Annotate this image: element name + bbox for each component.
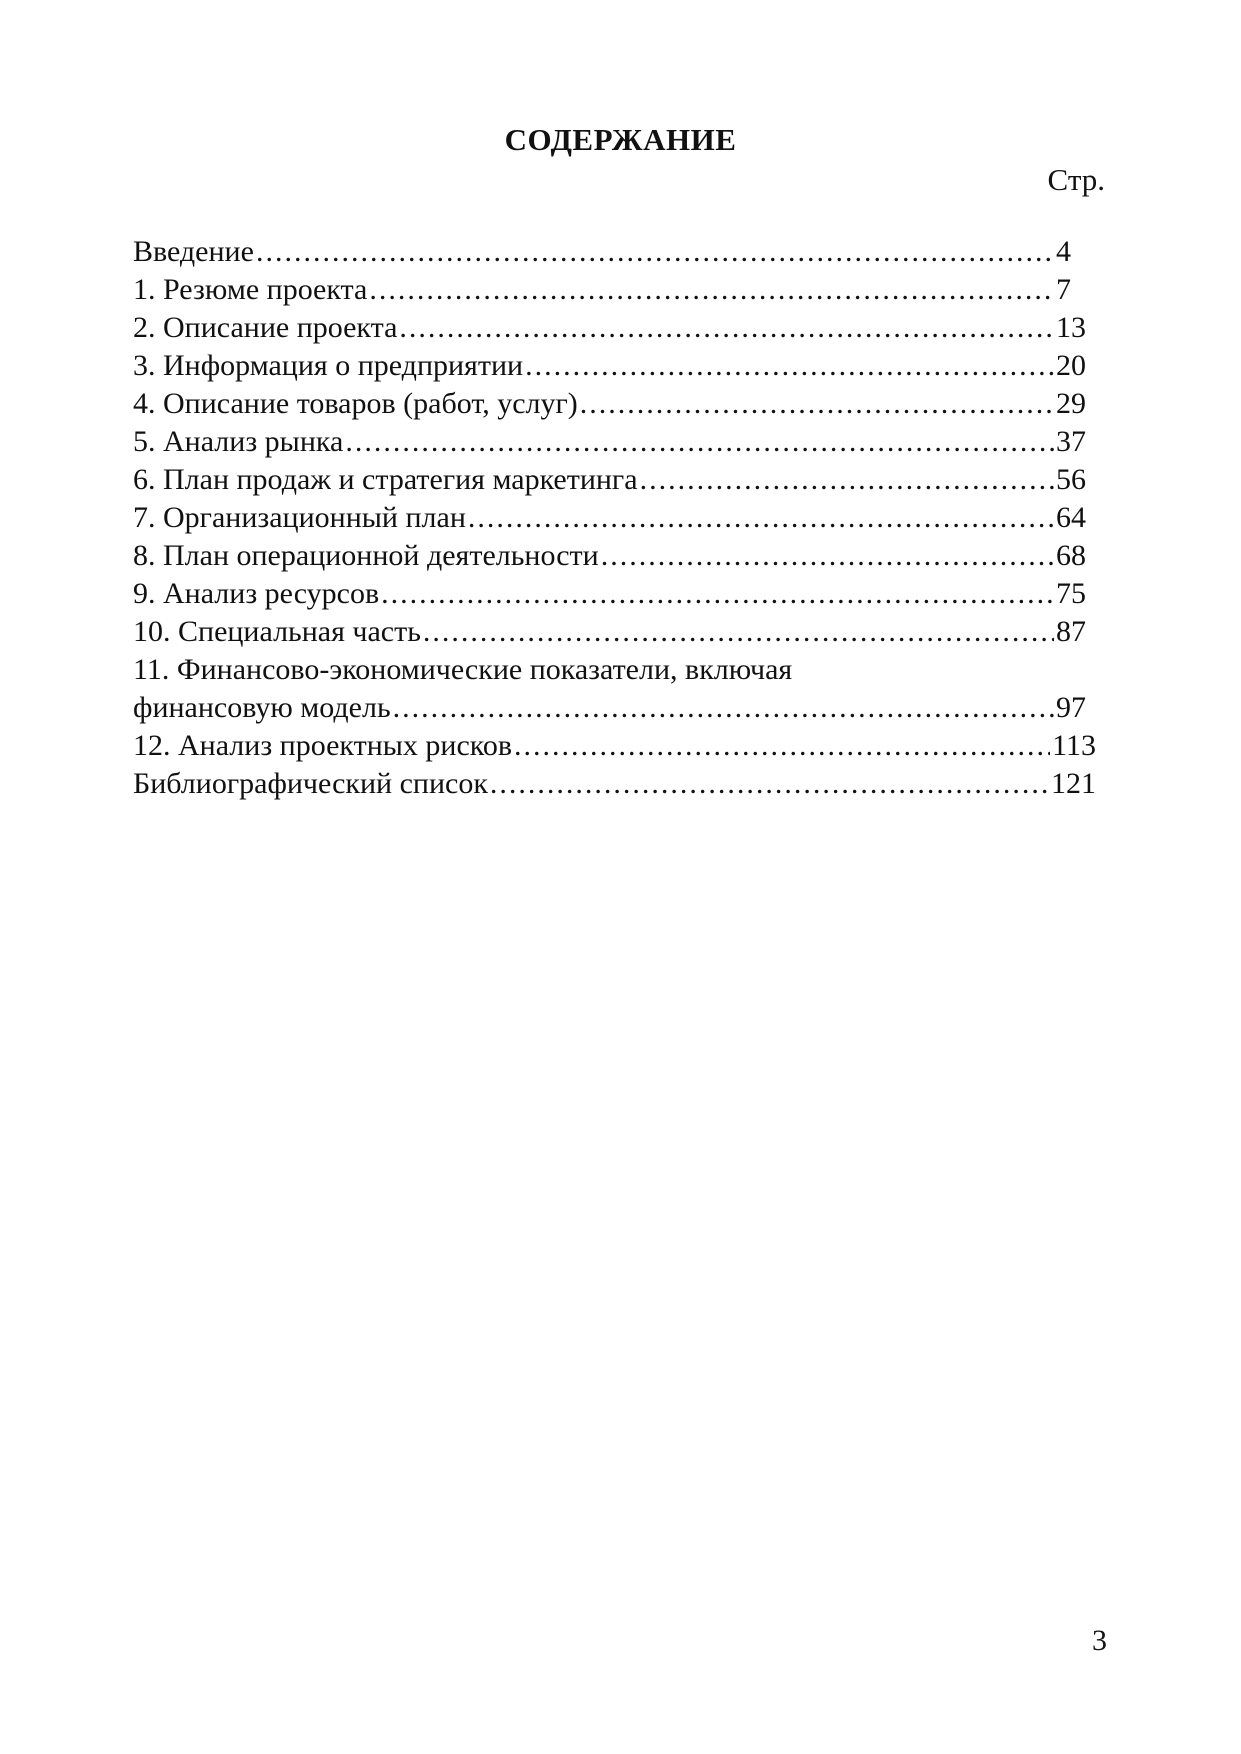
toc-entry-12[interactable] (133, 727, 1096, 765)
toc-entry-page: 20 (1056, 349, 1086, 382)
toc-entry-text: 12. Анализ проектных рисков (133, 729, 512, 762)
toc-entry-text: Библиографический список (133, 767, 488, 800)
toc-entry-text: 8. План операционной деятельности (133, 539, 599, 572)
toc-entry-3[interactable] (133, 347, 1096, 385)
toc-entry-text: 11. Финансово-экономические показатели, включая (133, 653, 793, 686)
toc-dot-leader (514, 727, 1050, 765)
toc-entry-page: 68 (1056, 539, 1086, 572)
toc-dot-leader (256, 233, 1054, 271)
toc-entry-text: финансовую модель (133, 691, 391, 724)
toc-entry-8[interactable] (133, 537, 1096, 575)
table-of-contents (133, 233, 1096, 803)
toc-dot-leader (393, 689, 1054, 727)
toc-dot-leader (369, 271, 1054, 309)
toc-dot-leader (580, 385, 1054, 423)
toc-entry-text: 9. Анализ ресурсов (133, 577, 380, 610)
toc-entry-text: 4. Описание товаров (работ, услуг) (133, 387, 578, 420)
toc-dot-leader (399, 309, 1054, 347)
toc-dot-leader (468, 499, 1054, 537)
toc-entry-text: 3. Информация о предприятии (133, 349, 524, 382)
toc-entry-introduction[interactable] (133, 233, 1096, 271)
toc-entry-page: 37 (1056, 425, 1086, 458)
toc-entry-page: 121 (1051, 767, 1096, 800)
pages-column-label: Стр. (1047, 162, 1105, 197)
toc-dot-leader (640, 461, 1054, 499)
toc-entry-page: 97 (1056, 691, 1086, 724)
toc-entry-text: 10. Специальная часть (133, 615, 421, 648)
toc-dot-leader (423, 613, 1054, 651)
toc-entry-text: 7. Организационный план (133, 501, 466, 534)
toc-entry-7[interactable] (133, 499, 1096, 537)
toc-dot-leader (490, 765, 1049, 803)
toc-entry-2[interactable] (133, 309, 1096, 347)
toc-entry-page: 13 (1056, 311, 1086, 344)
toc-entry-11-first-line[interactable] (133, 651, 1096, 689)
page-title: СОДЕРЖАНИЕ (504, 122, 737, 157)
toc-entry-page: 56 (1056, 463, 1086, 496)
toc-entry-page: 64 (1056, 501, 1086, 534)
toc-entry-4[interactable] (133, 385, 1096, 423)
toc-entry-11[interactable] (133, 689, 1096, 727)
toc-entry-page: 87 (1056, 615, 1086, 648)
toc-entry-text: 2. Описание проекта (133, 311, 398, 344)
toc-entry-page: 113 (1052, 729, 1096, 762)
toc-entry-page: 4 (1056, 235, 1071, 268)
toc-entry-1[interactable] (133, 271, 1096, 309)
toc-entry-page: 7 (1056, 273, 1071, 306)
toc-entry-text: 5. Анализ рынка (133, 425, 344, 458)
toc-entry-5[interactable] (133, 423, 1096, 461)
toc-entry-bibliography[interactable] (133, 765, 1096, 803)
toc-entry-6[interactable] (133, 461, 1096, 499)
toc-entry-9[interactable] (133, 575, 1096, 613)
toc-entry-text: 1. Резюме проекта (133, 273, 368, 306)
toc-dot-leader (525, 347, 1054, 385)
toc-entry-10[interactable] (133, 613, 1096, 651)
toc-dot-leader (345, 423, 1054, 461)
toc-entry-page: 75 (1056, 577, 1086, 610)
toc-dot-leader (381, 575, 1054, 613)
toc-entry-text: Введение (133, 235, 254, 268)
toc-dot-leader (601, 537, 1054, 575)
toc-entry-text: 6. План продаж и стратегия маркетинга (133, 463, 638, 496)
page-number: 3 (1092, 1624, 1107, 1657)
toc-entry-page: 29 (1056, 387, 1086, 420)
